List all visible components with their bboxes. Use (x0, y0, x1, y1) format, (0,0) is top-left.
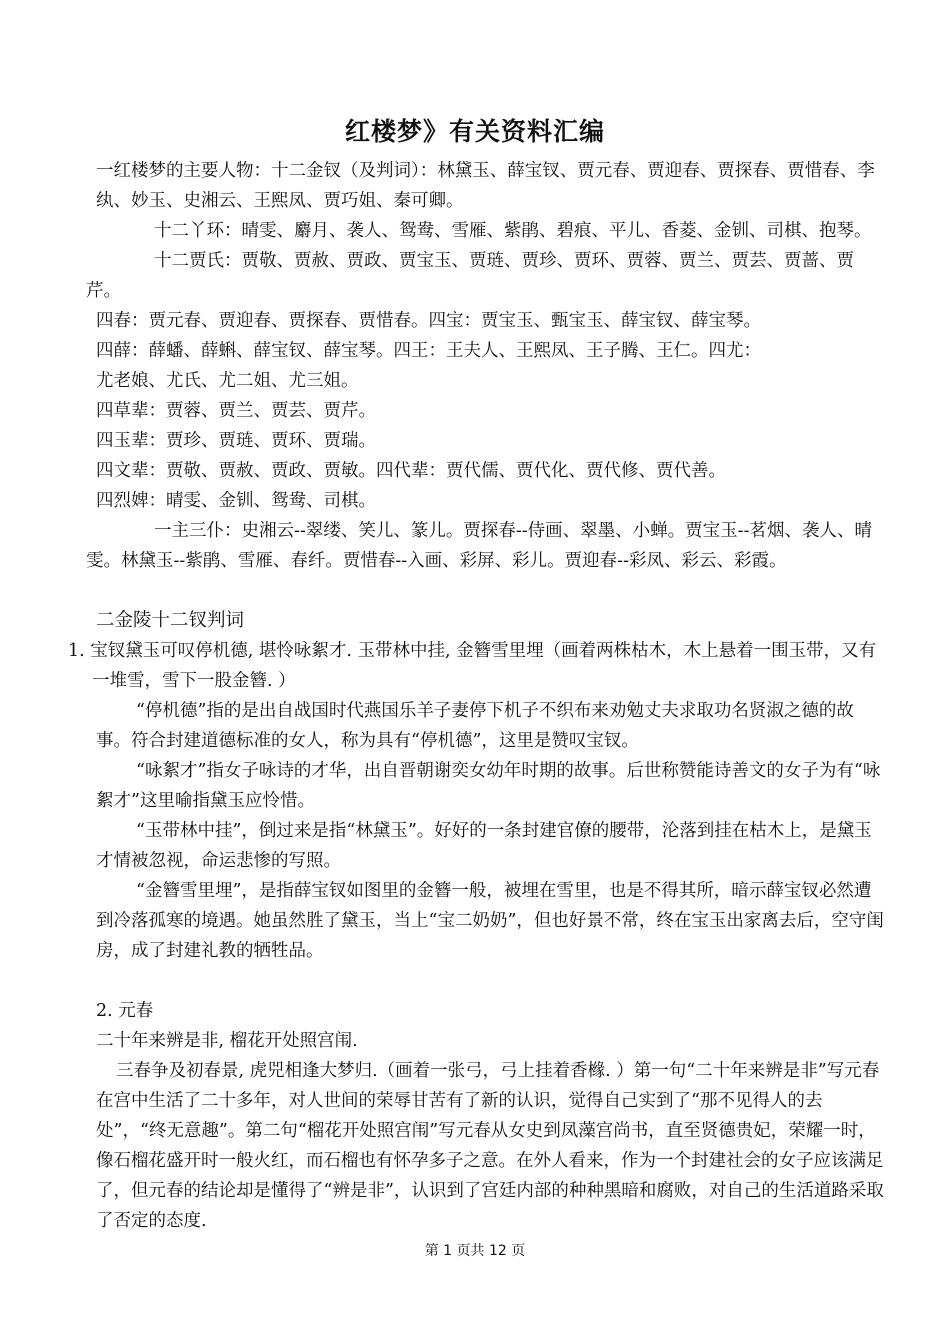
four-you-line: 尤老娘、尤氏、尤二姐、尤三姐。 (96, 371, 359, 391)
document-title: 红楼梦》有关资料汇编 (344, 117, 605, 146)
four-spring-line: 四春：贾元春、贾迎春、贾探春、贾惜春。四宝：贾宝玉、甄宝玉、薛宝钗、薛宝琴。 (96, 311, 761, 331)
page-footer: 第 1 页共 12 页 (424, 1243, 526, 1259)
section-heading: 二金陵十二钗判词 (96, 610, 245, 631)
four-maids-line: 四烈婢：晴雯、金钏、鸳鸯、司棋。 (96, 491, 376, 511)
item1-heading: 1. 宝钗黛玉可叹停机德, 堪怜咏絮才. 玉带林中挂, 金簪雪里埋（画着两株枯木，木上悬着一围玉带，又有一堆雪，雪下一股金簪. ） (68, 641, 877, 691)
item1-paragraph-3: “玉带林中挂”，倒过来是指“林黛玉”。好好的一条封建官僚的腰带，沦落到挂在枯木上，是黛玉才情被忽视，命运悲惨的写照。 (96, 821, 872, 871)
document-body (68, 156, 886, 1236)
item2-heading: 2. 元春 (96, 1001, 154, 1021)
four-wen-line: 四文辈：贾敬、贾赦、贾政、贾敏。四代辈：贾代儒、贾代化、贾代修、贾代善。 (96, 461, 726, 481)
item1-paragraph-4: “金簪雪里埋”，是指薛宝钗如图里的金簪一般，被埋在雪里，也是不得其所，暗示薛宝钗必然遭到冷落孤寒的境遇。她虽然胜了黛玉，当上“宝二奶奶”，但也好景不常，终在宝玉出家离去后，空守闺房，成了封建礼教的牺牲品。 (96, 881, 884, 961)
item2-verse-line: 二十年来辨是非, 榴花开处照宫闱. (96, 1031, 358, 1051)
twelve-jia-paragraph: 十二贾氏：贾敬、贾赦、贾政、贾宝玉、贾琏、贾珍、贾环、贾蓉、贾兰、贾芸、贾蔷、贾芹。 (86, 251, 854, 301)
item-spacer (96, 966, 886, 996)
four-jade-line: 四玉辈：贾珍、贾琏、贾环、贾瑞。 (96, 431, 376, 451)
twelve-maids-paragraph: 十二丫环：晴雯、麝月、袭人、鸳鸯、雪雁、紫鹃、碧痕、平儿、香菱、金钏、司棋、抱琴。 (154, 221, 872, 241)
one-master-three-servants-paragraph: 一主三仆：史湘云--翠缕、笑儿、篆儿。贾探春--侍画、翠墨、小蝉。贾宝玉--茗烟、袭人、晴雯。林黛玉--紫鹃、雪雁、春纤。贾惜春--入画、彩屏、彩儿。贾迎春--彩凤、彩云、彩霞。 (86, 521, 872, 571)
item1-paragraph-2: “咏絮才”指女子咏诗的才华，出自晋朝谢奕女幼年时期的故事。后世称赞能诗善文的女子为有“咏絮才”这里喻指黛玉应怜惜。 (96, 761, 881, 811)
four-xue-line: 四薛：薛蟠、薛蝌、薛宝钗、薛宝琴。四王：王夫人、王熙凤、王子腾、王仁。四尤： (96, 341, 761, 361)
main-characters-paragraph: 一红楼梦的主要人物：十二金钗（及判词）：林黛玉、薛宝钗、贾元春、贾迎春、贾探春、贾惜春、李纨、妙玉、史湘云、王熙凤、贾巧姐、秦可卿。 (96, 161, 875, 211)
item1-paragraph-1: “停机德”指的是出自战国时代燕国乐羊子妻停下机子不织布来劝勉丈夫求取功名贤淑之德的故事。符合封建道德标准的女人，称为具有“停机德”，这里是赞叹宝钗。 (96, 701, 854, 751)
four-grass-line: 四草辈：贾蓉、贾兰、贾芸、贾芹。 (96, 401, 376, 421)
section-spacer (96, 576, 886, 606)
item2-paragraph: 三春争及初春景, 虎兕相逢大梦归.（画着一张弓，弓上挂着香橼. ）第一句“二十年来辨是非”写元春在宫中生活了二十多年，对人世间的荣辱甘苦有了新的认识，觉得自己实到了“那不见得人的去处”，“终无意趣”。第二句“榴花开处照宫闱”写元春从女史到凤藻宫尚书，直至贤德贵妃，荣耀一时，像石榴花盛开时一般火红，而石榴也有怀孕多子之意。在外人看来，作为一个封建社会的女子应该满足了，但元春的结论却是懂得了“辨是非”，认识到了宫廷内部的种种黑暗和腐败，对自己的生活道路采取了否定的态度. (96, 1061, 884, 1231)
